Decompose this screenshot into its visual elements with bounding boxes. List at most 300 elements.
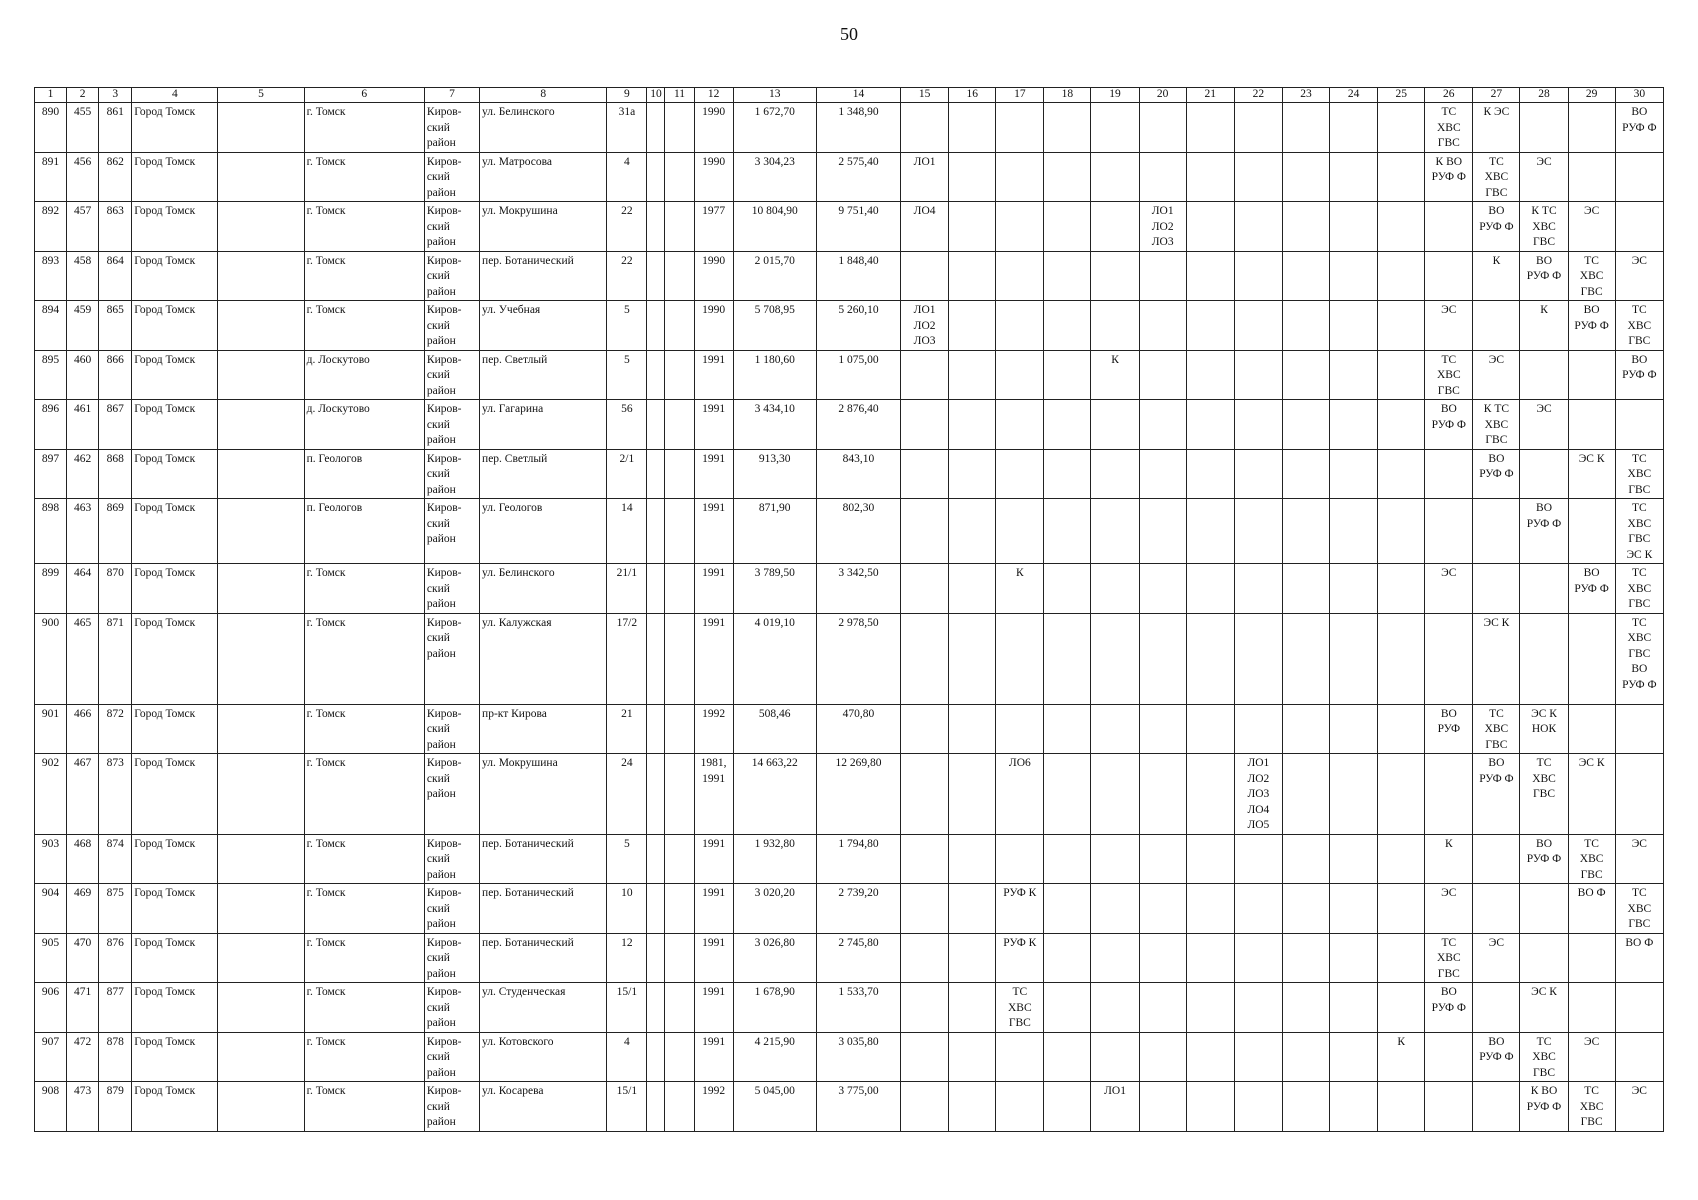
table-cell-col-19 <box>1091 613 1139 704</box>
table-cell-col-21 <box>1186 202 1234 252</box>
column-header-row <box>35 88 1664 103</box>
table-cell-col-10 <box>647 1082 665 1132</box>
table-cell-col-24 <box>1330 834 1378 884</box>
table-cell-col-3: 863 <box>99 202 132 252</box>
table-cell-col-16 <box>949 613 996 704</box>
table-cell-col-28: ТС ХВС ГВС <box>1520 1032 1568 1082</box>
table-cell-col-30: ВО РУФ Ф <box>1615 103 1663 153</box>
table-cell-col-2: 463 <box>67 499 99 564</box>
table-cell-col-29 <box>1568 704 1615 754</box>
table-cell-col-3: 862 <box>99 152 132 202</box>
table-cell-col-15 <box>901 754 949 835</box>
table-cell-col-17 <box>996 834 1044 884</box>
table-cell-col-30 <box>1615 754 1663 835</box>
table-cell-col-6: д. Лоскутово <box>304 400 424 450</box>
table-cell-col-3: 869 <box>99 499 132 564</box>
table-cell-col-15 <box>901 704 949 754</box>
table-cell-col-5 <box>218 613 304 704</box>
column-header: 30 <box>1615 88 1663 103</box>
table-cell-col-1: 902 <box>35 754 67 835</box>
column-header: 17 <box>996 88 1044 103</box>
table-cell-col-20 <box>1139 613 1186 704</box>
table-cell-col-25 <box>1378 301 1425 351</box>
table-cell-col-28: ЭС К <box>1520 983 1568 1033</box>
table-cell-col-28: ВО РУФ Ф <box>1520 834 1568 884</box>
table-cell-col-18 <box>1044 613 1091 704</box>
table-cell-col-17 <box>996 301 1044 351</box>
table-cell-col-2: 460 <box>67 350 99 400</box>
table-cell-col-2: 466 <box>67 704 99 754</box>
table-cell-col-26 <box>1425 499 1473 564</box>
table-cell-col-12: 1992 <box>694 704 733 754</box>
table-row <box>35 1082 1664 1132</box>
table-cell-col-23 <box>1282 449 1329 499</box>
table-cell-col-21 <box>1186 449 1234 499</box>
table-cell-col-30 <box>1615 983 1663 1033</box>
table-cell-col-12: 1990 <box>694 251 733 301</box>
table-cell-col-7: Киров- ский район <box>424 1082 479 1132</box>
table-cell-col-22 <box>1234 564 1282 614</box>
table-cell-col-3: 878 <box>99 1032 132 1082</box>
table-cell-col-3: 876 <box>99 933 132 983</box>
column-header: 11 <box>665 88 694 103</box>
table-cell-col-6: г. Томск <box>304 834 424 884</box>
table-row <box>35 301 1664 351</box>
table-cell-col-25: К <box>1378 1032 1425 1082</box>
table-cell-col-15 <box>901 400 949 450</box>
table-cell-col-2: 468 <box>67 834 99 884</box>
table-cell-col-22 <box>1234 834 1282 884</box>
table-cell-col-14: 12 269,80 <box>816 754 900 835</box>
column-header: 19 <box>1091 88 1139 103</box>
table-cell-col-13: 3 789,50 <box>733 564 816 614</box>
table-cell-col-15 <box>901 1082 949 1132</box>
table-cell-col-5 <box>218 754 304 835</box>
table-cell-col-28: ЭС К НОК <box>1520 704 1568 754</box>
table-cell-col-19 <box>1091 704 1139 754</box>
table-cell-col-16 <box>949 933 996 983</box>
table-row <box>35 933 1664 983</box>
column-header: 27 <box>1473 88 1520 103</box>
table-cell-col-21 <box>1186 1032 1234 1082</box>
table-cell-col-8: ул. Геологов <box>480 499 607 564</box>
table-cell-col-11 <box>665 103 694 153</box>
table-cell-col-15 <box>901 613 949 704</box>
table-cell-col-13: 3 434,10 <box>733 400 816 450</box>
table-cell-col-5 <box>218 884 304 934</box>
table-cell-col-20 <box>1139 103 1186 153</box>
table-cell-col-24 <box>1330 251 1378 301</box>
table-cell-col-8: ул. Белинского <box>480 564 607 614</box>
table-cell-col-17: ЛО6 <box>996 754 1044 835</box>
table-cell-col-2: 464 <box>67 564 99 614</box>
table-cell-col-27 <box>1473 884 1520 934</box>
table-cell-col-16 <box>949 103 996 153</box>
table-cell-col-17: РУФ К <box>996 884 1044 934</box>
table-cell-col-7: Киров- ский район <box>424 564 479 614</box>
table-cell-col-23 <box>1282 754 1329 835</box>
table-cell-col-7: Киров- ский район <box>424 103 479 153</box>
table-cell-col-7: Киров- ский район <box>424 834 479 884</box>
table-cell-col-17 <box>996 202 1044 252</box>
table-cell-col-13: 14 663,22 <box>733 754 816 835</box>
table-cell-col-5 <box>218 564 304 614</box>
table-cell-col-6: г. Томск <box>304 251 424 301</box>
table-cell-col-28: ЭС <box>1520 152 1568 202</box>
table-body <box>35 103 1664 1132</box>
table-cell-col-17 <box>996 449 1044 499</box>
table-cell-col-14: 802,30 <box>816 499 900 564</box>
table-cell-col-29 <box>1568 499 1615 564</box>
table-cell-col-21 <box>1186 983 1234 1033</box>
table-cell-col-23 <box>1282 103 1329 153</box>
table-cell-col-8: ул. Мокрушина <box>480 202 607 252</box>
table-cell-col-26: ТС ХВС ГВС <box>1425 103 1473 153</box>
table-cell-col-9: 31а <box>607 103 647 153</box>
table-cell-col-13: 1 932,80 <box>733 834 816 884</box>
column-header: 15 <box>901 88 949 103</box>
table-cell-col-23 <box>1282 350 1329 400</box>
table-cell-col-7: Киров- ский район <box>424 613 479 704</box>
table-cell-col-24 <box>1330 704 1378 754</box>
table-cell-col-11 <box>665 152 694 202</box>
table-cell-col-9: 14 <box>607 499 647 564</box>
table-cell-col-8: ул. Мокрушина <box>480 754 607 835</box>
table-cell-col-28: К ТС ХВС ГВС <box>1520 202 1568 252</box>
column-header: 14 <box>816 88 900 103</box>
table-cell-col-26 <box>1425 1032 1473 1082</box>
column-header: 12 <box>694 88 733 103</box>
table-cell-col-1: 908 <box>35 1082 67 1132</box>
table-cell-col-9: 22 <box>607 202 647 252</box>
table-cell-col-16 <box>949 754 996 835</box>
column-header: 4 <box>132 88 218 103</box>
table-cell-col-29: ЭС К <box>1568 449 1615 499</box>
table-cell-col-20 <box>1139 449 1186 499</box>
table-cell-col-27: ЭС К <box>1473 613 1520 704</box>
table-cell-col-13: 913,30 <box>733 449 816 499</box>
table-cell-col-21 <box>1186 834 1234 884</box>
table-cell-col-15 <box>901 103 949 153</box>
table-cell-col-17: ТС ХВС ГВС <box>996 983 1044 1033</box>
table-cell-col-1: 892 <box>35 202 67 252</box>
table-cell-col-24 <box>1330 202 1378 252</box>
table-cell-col-30 <box>1615 202 1663 252</box>
column-header: 13 <box>733 88 816 103</box>
table-cell-col-25 <box>1378 933 1425 983</box>
table-row <box>35 350 1664 400</box>
table-row <box>35 754 1664 835</box>
table-cell-col-1: 896 <box>35 400 67 450</box>
table-row <box>35 983 1664 1033</box>
table-cell-col-9: 56 <box>607 400 647 450</box>
table-cell-col-7: Киров- ский район <box>424 350 479 400</box>
table-cell-col-15 <box>901 449 949 499</box>
table-cell-col-29 <box>1568 152 1615 202</box>
table-cell-col-10 <box>647 983 665 1033</box>
table-cell-col-6: г. Томск <box>304 884 424 934</box>
table-cell-col-12: 1990 <box>694 301 733 351</box>
table-cell-col-14: 3 035,80 <box>816 1032 900 1082</box>
table-cell-col-16 <box>949 834 996 884</box>
table-cell-col-12: 1991 <box>694 613 733 704</box>
table-cell-col-21 <box>1186 251 1234 301</box>
column-header: 8 <box>480 88 607 103</box>
table-cell-col-14: 2 575,40 <box>816 152 900 202</box>
table-cell-col-9: 21/1 <box>607 564 647 614</box>
table-cell-col-10 <box>647 103 665 153</box>
table-cell-col-27: К ТС ХВС ГВС <box>1473 400 1520 450</box>
table-cell-col-13: 1 678,90 <box>733 983 816 1033</box>
table-cell-col-23 <box>1282 983 1329 1033</box>
table-cell-col-8: пер. Ботанический <box>480 884 607 934</box>
table-cell-col-1: 903 <box>35 834 67 884</box>
table-cell-col-25 <box>1378 884 1425 934</box>
table-cell-col-14: 1 794,80 <box>816 834 900 884</box>
table-cell-col-9: 10 <box>607 884 647 934</box>
table-cell-col-20 <box>1139 1032 1186 1082</box>
table-cell-col-29: ВО РУФ Ф <box>1568 301 1615 351</box>
table-cell-col-23 <box>1282 884 1329 934</box>
table-cell-col-15 <box>901 834 949 884</box>
table-cell-col-8: пер. Светлый <box>480 449 607 499</box>
table-cell-col-21 <box>1186 613 1234 704</box>
table-cell-col-18 <box>1044 884 1091 934</box>
table-cell-col-23 <box>1282 613 1329 704</box>
table-row <box>35 834 1664 884</box>
table-cell-col-10 <box>647 301 665 351</box>
table-cell-col-27: ЭС <box>1473 350 1520 400</box>
table-cell-col-10 <box>647 499 665 564</box>
table-cell-col-4: Город Томск <box>132 1032 218 1082</box>
table-cell-col-22 <box>1234 1032 1282 1082</box>
table-cell-col-21 <box>1186 564 1234 614</box>
table-cell-col-14: 1 848,40 <box>816 251 900 301</box>
table-cell-col-3: 870 <box>99 564 132 614</box>
table-cell-col-2: 472 <box>67 1032 99 1082</box>
table-cell-col-19 <box>1091 152 1139 202</box>
table-cell-col-9: 22 <box>607 251 647 301</box>
table-cell-col-1: 893 <box>35 251 67 301</box>
table-cell-col-8: пер. Светлый <box>480 350 607 400</box>
table-cell-col-25 <box>1378 754 1425 835</box>
table-cell-col-22 <box>1234 301 1282 351</box>
table-cell-col-22 <box>1234 933 1282 983</box>
table-cell-col-9: 17/2 <box>607 613 647 704</box>
table-cell-col-3: 868 <box>99 449 132 499</box>
table-cell-col-3: 866 <box>99 350 132 400</box>
table-cell-col-14: 843,10 <box>816 449 900 499</box>
table-cell-col-25 <box>1378 983 1425 1033</box>
column-header: 6 <box>304 88 424 103</box>
table-cell-col-3: 865 <box>99 301 132 351</box>
table-cell-col-10 <box>647 1032 665 1082</box>
table-cell-col-3: 877 <box>99 983 132 1033</box>
column-header: 21 <box>1186 88 1234 103</box>
table-cell-col-27 <box>1473 1082 1520 1132</box>
table-cell-col-1: 895 <box>35 350 67 400</box>
table-cell-col-22 <box>1234 499 1282 564</box>
table-row <box>35 152 1664 202</box>
table-cell-col-14: 3 342,50 <box>816 564 900 614</box>
column-header: 7 <box>424 88 479 103</box>
table-cell-col-19 <box>1091 884 1139 934</box>
table-cell-col-17: РУФ К <box>996 933 1044 983</box>
column-header: 25 <box>1378 88 1425 103</box>
table-cell-col-24 <box>1330 152 1378 202</box>
table-cell-col-7: Киров- ский район <box>424 933 479 983</box>
table-cell-col-14: 470,80 <box>816 704 900 754</box>
table-cell-col-26 <box>1425 251 1473 301</box>
table-cell-col-28: ЭС <box>1520 400 1568 450</box>
table-cell-col-12: 1981, 1991 <box>694 754 733 835</box>
table-cell-col-3: 867 <box>99 400 132 450</box>
table-cell-col-5 <box>218 1082 304 1132</box>
table-cell-col-24 <box>1330 1082 1378 1132</box>
table-cell-col-30: ТС ХВС ГВС <box>1615 301 1663 351</box>
table-cell-col-4: Город Томск <box>132 449 218 499</box>
page-number: 50 <box>840 24 858 44</box>
table-cell-col-25 <box>1378 1082 1425 1132</box>
table-cell-col-2: 457 <box>67 202 99 252</box>
table-cell-col-10 <box>647 449 665 499</box>
table-cell-col-29: ВО Ф <box>1568 884 1615 934</box>
table-cell-col-22 <box>1234 1082 1282 1132</box>
table-cell-col-1: 897 <box>35 449 67 499</box>
table-cell-col-27 <box>1473 834 1520 884</box>
table-cell-col-25 <box>1378 834 1425 884</box>
table-cell-col-9: 4 <box>607 152 647 202</box>
table-cell-col-23 <box>1282 400 1329 450</box>
table-cell-col-10 <box>647 933 665 983</box>
table-cell-col-12: 1991 <box>694 933 733 983</box>
table-cell-col-7: Киров- ский район <box>424 704 479 754</box>
table-cell-col-28 <box>1520 933 1568 983</box>
table-cell-col-16 <box>949 499 996 564</box>
table-cell-col-17 <box>996 350 1044 400</box>
table-cell-col-8: ул. Матросова <box>480 152 607 202</box>
table-cell-col-28: ВО РУФ Ф <box>1520 499 1568 564</box>
table-cell-col-9: 5 <box>607 301 647 351</box>
table-cell-col-24 <box>1330 301 1378 351</box>
table-cell-col-4: Город Томск <box>132 301 218 351</box>
table-cell-col-9: 5 <box>607 350 647 400</box>
table-row <box>35 884 1664 934</box>
table-cell-col-11 <box>665 884 694 934</box>
table-cell-col-13: 871,90 <box>733 499 816 564</box>
table-cell-col-17 <box>996 152 1044 202</box>
table-cell-col-20 <box>1139 251 1186 301</box>
table-cell-col-10 <box>647 613 665 704</box>
table-cell-col-27: ЭС <box>1473 933 1520 983</box>
table-cell-col-16 <box>949 152 996 202</box>
table-cell-col-28 <box>1520 350 1568 400</box>
table-cell-col-13: 508,46 <box>733 704 816 754</box>
table-cell-col-22 <box>1234 983 1282 1033</box>
table-cell-col-26: К <box>1425 834 1473 884</box>
table-cell-col-18 <box>1044 301 1091 351</box>
table-cell-col-9: 2/1 <box>607 449 647 499</box>
table-cell-col-11 <box>665 1082 694 1132</box>
table-cell-col-3: 872 <box>99 704 132 754</box>
table-cell-col-8: пер. Ботанический <box>480 834 607 884</box>
table-cell-col-11 <box>665 400 694 450</box>
table-cell-col-3: 875 <box>99 884 132 934</box>
table-cell-col-16 <box>949 704 996 754</box>
table-cell-col-13: 3 020,20 <box>733 884 816 934</box>
table-cell-col-13: 1 672,70 <box>733 103 816 153</box>
table-cell-col-27: К ЭС <box>1473 103 1520 153</box>
table-cell-col-5 <box>218 983 304 1033</box>
table-cell-col-5 <box>218 400 304 450</box>
table-cell-col-24 <box>1330 754 1378 835</box>
table-cell-col-27 <box>1473 301 1520 351</box>
table-cell-col-11 <box>665 983 694 1033</box>
table-cell-col-16 <box>949 202 996 252</box>
table-cell-col-23 <box>1282 933 1329 983</box>
table-cell-col-26: ВО РУФ Ф <box>1425 400 1473 450</box>
table-cell-col-15: ЛО4 <box>901 202 949 252</box>
column-header: 2 <box>67 88 99 103</box>
table-cell-col-20 <box>1139 754 1186 835</box>
table-cell-col-20 <box>1139 152 1186 202</box>
table-cell-col-27 <box>1473 564 1520 614</box>
table-cell-col-8: пр-кт Кирова <box>480 704 607 754</box>
table-cell-col-19 <box>1091 449 1139 499</box>
column-header: 9 <box>607 88 647 103</box>
table-cell-col-22 <box>1234 613 1282 704</box>
table-cell-col-18 <box>1044 400 1091 450</box>
table-cell-col-19 <box>1091 499 1139 564</box>
table-cell-col-7: Киров- ский район <box>424 301 479 351</box>
table-cell-col-4: Город Томск <box>132 983 218 1033</box>
table-cell-col-19 <box>1091 1032 1139 1082</box>
table-cell-col-15 <box>901 884 949 934</box>
table-cell-col-26: ТС ХВС ГВС <box>1425 350 1473 400</box>
table-cell-col-7: Киров- ский район <box>424 1032 479 1082</box>
table-cell-col-14: 9 751,40 <box>816 202 900 252</box>
table-cell-col-21 <box>1186 754 1234 835</box>
table-cell-col-6: д. Лоскутово <box>304 350 424 400</box>
table-cell-col-20 <box>1139 834 1186 884</box>
table-cell-col-4: Город Томск <box>132 103 218 153</box>
table-cell-col-10 <box>647 202 665 252</box>
table-cell-col-15 <box>901 499 949 564</box>
table-cell-col-1: 905 <box>35 933 67 983</box>
table-cell-col-27 <box>1473 499 1520 564</box>
table-cell-col-1: 901 <box>35 704 67 754</box>
table-cell-col-22 <box>1234 400 1282 450</box>
table-cell-col-11 <box>665 933 694 983</box>
table-cell-col-18 <box>1044 152 1091 202</box>
table-cell-col-2: 471 <box>67 983 99 1033</box>
table-cell-col-23 <box>1282 152 1329 202</box>
table-cell-col-12: 1992 <box>694 1082 733 1132</box>
table-cell-col-14: 1 348,90 <box>816 103 900 153</box>
register-table <box>34 87 1664 1132</box>
table-cell-col-18 <box>1044 564 1091 614</box>
table-cell-col-23 <box>1282 564 1329 614</box>
table-cell-col-18 <box>1044 350 1091 400</box>
table-cell-col-29: ЭС К <box>1568 754 1615 835</box>
table-cell-col-22 <box>1234 202 1282 252</box>
table-cell-col-28 <box>1520 613 1568 704</box>
column-header: 23 <box>1282 88 1329 103</box>
table-cell-col-9: 24 <box>607 754 647 835</box>
table-cell-col-13: 3 304,23 <box>733 152 816 202</box>
table-cell-col-3: 873 <box>99 754 132 835</box>
table-cell-col-16 <box>949 564 996 614</box>
